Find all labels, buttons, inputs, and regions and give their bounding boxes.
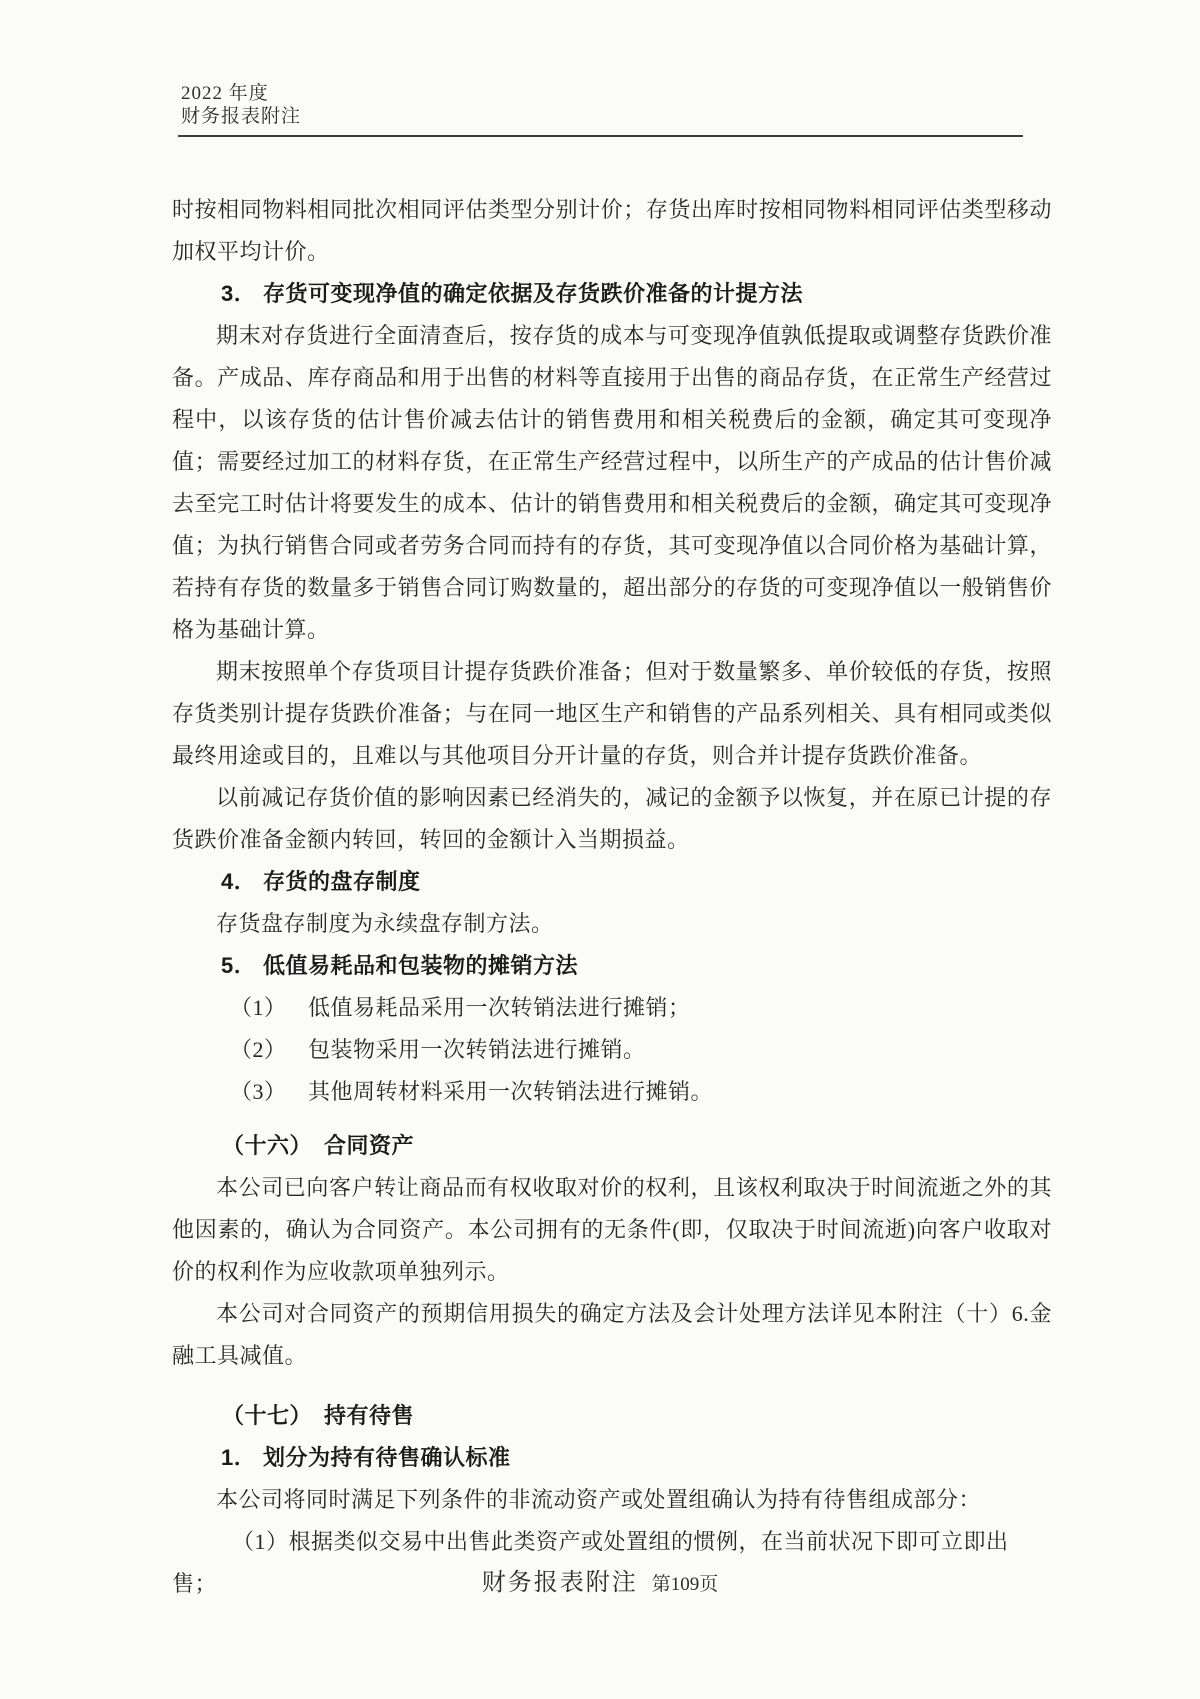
heading-3-nrv xyxy=(172,273,1052,315)
list-item-3-marker: （3） xyxy=(230,1079,287,1104)
para-nrv-detail: 期末对存货进行全面清查后，按存货的成本与可变现净值孰低提取或调整存货跌价准备。产成品、库存商品和用于出售的材料等直接用于出售的商品存货，在正常生产经营过程中，以该存货的估计售价减去估计的销售费用和相关税费后的金额，确定其可变现净值；需要经过加工的材料存货，在正常生产经营过程中，以所生产的产成品的估计售价减去至完工时估计将要发生的成本、估计的销售费用和相关税费后的金额，确定其可变现净值；为执行销售合同或者劳务合同而持有的存货，其可变现净值以合同价格为基础计算，若持有存货的数量多于销售合同订购数量的，超出部分的存货的可变现净值以一般销售价格为基础计算。 xyxy=(172,323,1052,642)
heading-4-inventory-system xyxy=(172,861,1052,903)
heading-4-text: 存货的盘存制度 xyxy=(263,869,421,894)
list-item-2 xyxy=(172,1029,1052,1071)
para-cont-measurement: 时按相同物料相同批次相同评估类型分别计价；存货出库时按相同物料相同评估类型移动加权平均计价。 xyxy=(172,197,1052,264)
para-contract-asset-2: 本公司对合同资产的预期信用损失的确定方法及会计处理方法详见本附注（十）6.金融工具减值。 xyxy=(172,1301,1052,1368)
para-held-for-sale-intro: 本公司将同时满足下列条件的非流动资产或处置组确认为持有待售组成部分： xyxy=(216,1487,982,1512)
para-contract-asset-1: 本公司已向客户转让商品而有权收取对价的权利，且该权利取决于时间流逝之外的其他因素的，确认为合同资产。本公司拥有的无条件(即，仅取决于时间流逝)向客户收取对价的权利作为应收款项单独列示。 xyxy=(172,1175,1052,1284)
heading-3-marker: 3． xyxy=(221,281,257,306)
section-17-title: 持有待售 xyxy=(324,1403,415,1428)
footer-title: 财务报表附注 xyxy=(481,1570,638,1596)
footer-page-number: 第109页 xyxy=(651,1574,719,1595)
para-inventory-system: 存货盘存制度为永续盘存制方法。 xyxy=(216,911,554,936)
heading-3-text: 存货可变现净值的确定依据及存货跌价准备的计提方法 xyxy=(263,281,804,306)
list-item-1-marker: （1） xyxy=(230,995,287,1020)
heading-5-marker: 5． xyxy=(221,953,257,978)
document-body xyxy=(172,189,1052,1605)
heading-4-marker: 4． xyxy=(221,869,257,894)
section-17-heading xyxy=(172,1395,1052,1437)
heading-5-amortization xyxy=(172,945,1052,987)
list-item-2-marker: （2） xyxy=(230,1037,287,1062)
list-item-3-text: 其他周转材料采用一次转销法进行摊销。 xyxy=(308,1079,714,1104)
list-item-2-text: 包装物采用一次转销法进行摊销。 xyxy=(308,1037,646,1062)
heading-1-held-for-sale xyxy=(172,1437,1052,1479)
list-item-1-text: 低值易耗品采用一次转销法进行摊销； xyxy=(308,995,691,1020)
list-item-hfs-1: （1）根据类似交易中出售此类资产或处置组的惯例，在当前状况下即可立即出售； xyxy=(172,1529,1009,1596)
header-year: 2022 年度 xyxy=(181,83,269,104)
heading-5-text: 低值易耗品和包装物的摊销方法 xyxy=(263,953,579,978)
section-16-marker: （十六） xyxy=(222,1133,313,1158)
section-16-title: 合同资产 xyxy=(324,1133,415,1158)
para-provision-reversal: 以前减记存货价值的影响因素已经消失的，减记的金额予以恢复，并在原已计提的存货跌价准备金额内转回，转回的金额计入当期损益。 xyxy=(172,785,1052,852)
list-item-3 xyxy=(172,1071,1052,1113)
heading-1-marker: 1． xyxy=(221,1445,257,1470)
page-header xyxy=(181,82,301,128)
para-provision-items: 期末按照单个存货项目计提存货跌价准备；但对于数量繁多、单价较低的存货，按照存货类别计提存货跌价准备；与在同一地区生产和销售的产品系列相关、具有相同或类似最终用途或目的，且难以与其他项目分开计量的存货，则合并计提存货跌价准备。 xyxy=(172,659,1052,768)
header-doc-title: 财务报表附注 xyxy=(181,106,302,127)
heading-1-text: 划分为持有待售确认标准 xyxy=(263,1445,511,1470)
list-item-1 xyxy=(172,987,1052,1029)
section-17-marker: （十七） xyxy=(222,1403,313,1428)
header-rule xyxy=(178,135,1023,137)
section-16-heading xyxy=(172,1125,1052,1167)
page-footer xyxy=(0,1562,1200,1597)
